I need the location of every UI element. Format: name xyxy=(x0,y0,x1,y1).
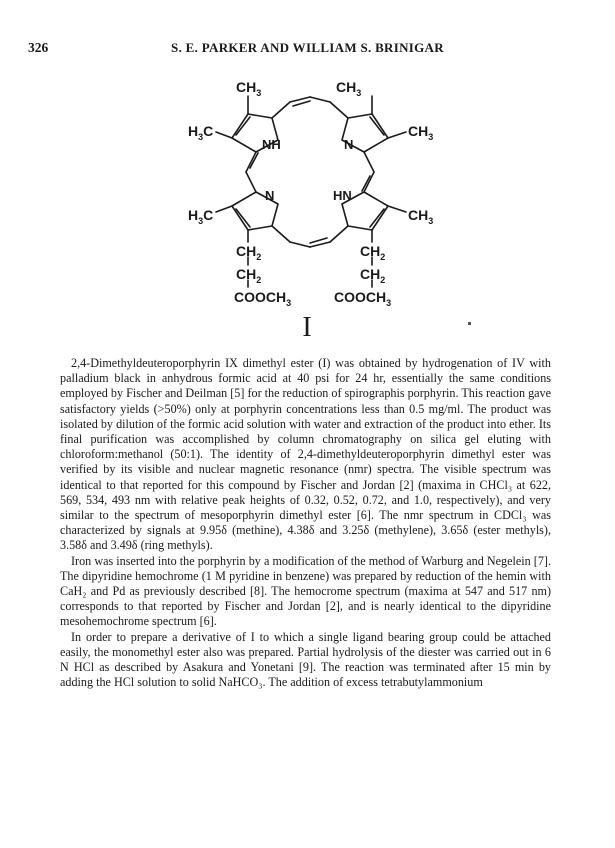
cooch3-right-label: $COOCH_3$ xyxy=(334,289,392,308)
porphyrin-structure-diagram xyxy=(150,70,470,310)
paragraph: In order to prepare a derivative of I to which a single ligand bearing group could be attached easily, the monomethyl ester also was prepared. Partial hydrolysis of the diester was carried out in 6 N HCl as described by Asakura and Yonetani [9]. The reaction was terminated after 15 min by adding the HCl solution to solid NaHCO₃. The addition of excess tetrabutylammonium xyxy=(60,629,551,690)
ch3-top-left-label: $CH_3$ xyxy=(236,79,262,98)
ch3-right-upper-label: $CH_3$ xyxy=(408,123,434,142)
nh-top-label: NH xyxy=(262,137,281,152)
cooch3-left-label: $COOCH_3$ xyxy=(234,289,292,308)
h3c-left-lower-label: $H_3C$ xyxy=(188,207,214,226)
page-number: 326 xyxy=(28,40,49,55)
ch2-right-1-label: $CH_2$ xyxy=(360,243,386,262)
compound-numeral: I xyxy=(302,312,312,343)
ch3-top-right-label: $CH_3$ xyxy=(336,79,362,98)
h3c-left-upper-label: $H_3C$ xyxy=(188,123,214,142)
ch2-right-2-label: $CH_2$ xyxy=(360,266,386,285)
ch2-left-2-label: $CH_2$ xyxy=(236,266,262,285)
paragraph: Iron was inserted into the porphyrin by a modification of the method of Warburg and Negelein [7]. The dipyridine hemochrome (1 M pyridine in benzene) was prepared by reduction of the hemin with CaH₂ and Pd as previously described [8]. The hemocrome spectrum (maxima at 547 and 517 nm) corresponds to that reported by Fischer and Jordan [2], and is nearly identical to the dipyridine mesohemochrome spectrum [6]. xyxy=(60,553,551,629)
hn-bottom-label: HN xyxy=(333,188,352,203)
ch3-right-lower-label: $CH_3$ xyxy=(408,207,434,226)
stray-mark xyxy=(468,322,471,325)
running-head: S. E. PARKER AND WILLIAM S. BRINIGAR xyxy=(171,40,444,55)
body-text xyxy=(60,356,551,690)
paragraph: 2,4-Dimethyldeuteroporphyrin IX dimethyl ester (I) was obtained by hydrogenation of IV with palladium black in anhydrous formic acid at 40 psi for 24 hr, essentially the same conditions employed by Fischer and Deilman [5] for the reduction of spirographis porphyrin. This reaction gave satisfactory yields (>50%) only at porphyrin concentrations less than 0.5 mg/ml. The product was isolated by dilution of the formic acid solution with water and extraction of the product into ether. Its final purification was accomplished by column chromatography on silica gel eluting with chloroform:methanol (50:1). The identity of 2,4-dimethyldeuteroporphyrin dimethyl ester was verified by its visible and nuclear magnetic resonance (nmr) spectra. The visible spectrum was identical to that reported for this compound by Fischer and Jordan [2] (maxima in CHCl₃ at 622, 569, 534, 493 nm with relative peak heights of 0.32, 0.52, 0.72, and 1.0, respectively), and very similar to the spectrum of mesoporphyrin dimethyl ester [6]. The nmr spectrum in CDCl₃ was characterized by signals at 9.95δ (methine), 4.38δ and 3.25δ (methylene), 3.65δ (ester methyls), 3.58δ and 3.49δ (ring methyls). xyxy=(60,356,552,553)
n-top-label: N xyxy=(344,137,354,152)
n-bottom-label: N xyxy=(265,188,275,203)
ch2-left-1-label: $CH_2$ xyxy=(236,243,262,262)
